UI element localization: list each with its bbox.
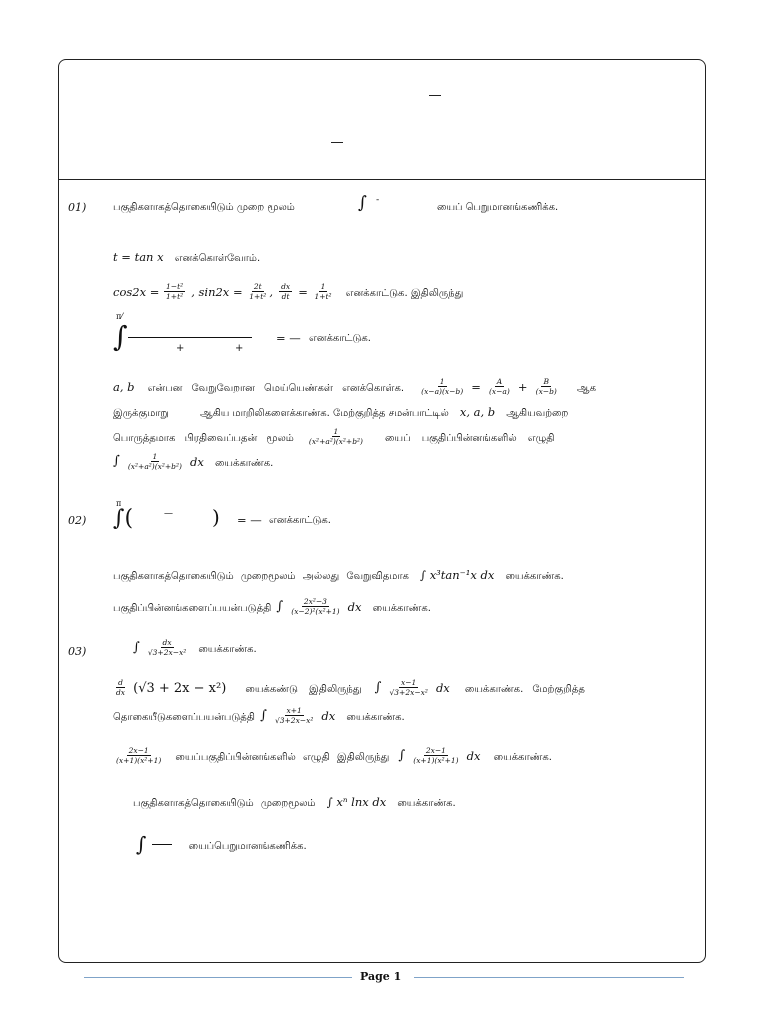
q2-show-text: எனக்காட்டுக. — [269, 515, 331, 526]
q1-para-line-1: a, b என்பன வேறுவேறான மெய்யெண்கள் எனக்கொள்க. $\frac{1}{(x-a)(x-b)}$ = $\frac{A}{(x-a)}$ + $\frac{B}{(x-b)}$ ஆக — [113, 377, 596, 396]
q1-sub-line — [113, 246, 260, 265]
q1-integral-sign: ∫ — [358, 193, 367, 213]
q1-para-line-3: பொருத்தமாக பிரதிவைப்பதன் மூலம் $\frac{1}{\text{(x²+a²)(x²+b²)}}$ யைப் பகுதிப்பின்னங்களில் எழுதி — [113, 427, 555, 446]
q1-number: 01) — [68, 201, 87, 214]
q1-integral-dash: - — [376, 195, 380, 205]
q1-sub-math: t = tan x — [113, 250, 164, 264]
q3-line-6: ∫ யைப்பெறுமானங்கணிக்க. — [136, 832, 307, 856]
q1-paragraph — [113, 375, 673, 475]
q3-number: 03) — [68, 645, 87, 658]
q1-identity-math: cos2x = — [113, 285, 164, 299]
page-frame — [58, 59, 706, 963]
q3-line-5: பகுதிகளாகத்தொகையிடும் முறைமூலம் ∫ xⁿ lnx dx யைக்காண்க. — [133, 795, 456, 809]
q1-identity-frac-4: $\frac{1}{\text{1+t²}}$ — [314, 282, 332, 301]
q1-para-line-4: ∫ $\frac{1}{\text{(x²+a²)(x²+b²)}}$ dx யைக்காண்க. — [113, 452, 274, 471]
q1-identity-frac-3: $\frac{dx}{dt}$ — [281, 282, 291, 301]
header-dash-2 — [331, 142, 343, 143]
q1-identity-line: cos2x = $\frac{\text{1−t²}}{\text{1+t²}}$ , sin2x = $\frac{2t}{\text{1+t²}}$ , $\frac{dx}{dt}$ = $\frac{1}{\text{1+t²}}$ எனக்காட்டுக. இதிலிருந்து — [113, 282, 464, 301]
q2-line-3: பகுதிப்பின்னங்களைப்பயன்படுத்தி ∫ $\frac{\text{2x²−3}}{\text{(x−2)²(x²+1)}}$ dx யைக்காண்க. — [113, 597, 431, 616]
q2-eq: = — — [237, 513, 262, 527]
q3-line-3: தொகையீடுகளைப்பயன்படுத்தி ∫ $\frac{x+1}{\text{√3+2x−x²}}$ dx யைக்காண்க. — [113, 706, 405, 725]
q3-line-1: ∫ $\frac{dx}{\text{√3+2x−x²}}$ யைக்காண்க. — [133, 638, 257, 657]
q1-identity-frac-1: $\frac{\text{1−t²}}{\text{1+t²}}$ — [166, 282, 184, 301]
q1-integral-upper: π⁄ — [116, 312, 123, 321]
q1-pf-frac: $\frac{1}{(x-a)(x-b)}$ — [421, 377, 464, 396]
q1-identity-eq: = — [298, 285, 312, 299]
q2-dash: — — [164, 509, 173, 519]
q1-integral-text: எனக்காட்டுக. — [309, 333, 371, 344]
q1-integral-eq: = — — [276, 331, 301, 345]
q1-fraction-bar — [128, 337, 252, 338]
footer-rule-right — [414, 977, 684, 978]
q1-intro-tail: யைப் பெறுமானங்கணிக்க. — [437, 202, 559, 213]
q1-definite-integral: ∫ — [113, 320, 128, 353]
page-number: Page 1 — [360, 970, 402, 983]
q2-close: ) — [212, 505, 220, 529]
q1-identity-mid: , sin2x = — [191, 285, 247, 299]
q3-line-2: $\frac{d}{dx}$ (√3 + 2x − x²) யைக்கண்டு இதிலிருந்து ∫ $\frac{x-1}{\text{√3+2x−x²}}$ dx யைக்காண்க. மேற்குறித்த — [116, 678, 585, 697]
header-box — [59, 60, 705, 180]
q2-line-2: பகுதிகளாகத்தொகையிடும் முறைமூலம் அல்லது வேறுவிதமாக ∫ x³tan⁻¹x dx யைக்காண்க. — [113, 568, 564, 582]
q2-upper: π — [116, 499, 122, 508]
q2-integral: ∫( — [113, 506, 134, 531]
q1-para-line-2: இருக்குமாறு ஆகிய மாறிலிகளைக்காண்க. மேற்குறித்த சமன்பாட்டில் x, a, b ஆகியவற்றை — [113, 405, 569, 419]
footer-rule-left — [84, 977, 352, 978]
q1-identity-text: எனக்காட்டுக. இதிலிருந்து — [345, 288, 464, 299]
q1-identity-frac-2: $\frac{2t}{\text{1+t²}}$ — [249, 282, 267, 301]
q2-number: 02) — [68, 514, 87, 527]
q3-line-4: $\frac{2x-1}{\text{(x+1)(x²+1)}}$ யைப்பகுதிப்பின்னங்களில் எழுதி இதிலிருந்து ∫ $\frac{2x-1}{\text{(x+1)(x²+1)}}$ dx யைக்காண்க. — [116, 746, 552, 765]
q1-plus-2: + — [235, 343, 244, 354]
q1-sub-text: எனக்கொள்வோம். — [174, 253, 261, 264]
q1-plus-1: + — [176, 343, 185, 354]
q1-intro-text: பகுதிகளாகத்தொகையிடும் முறை மூலம் — [113, 202, 295, 213]
header-dash-1 — [429, 95, 441, 96]
